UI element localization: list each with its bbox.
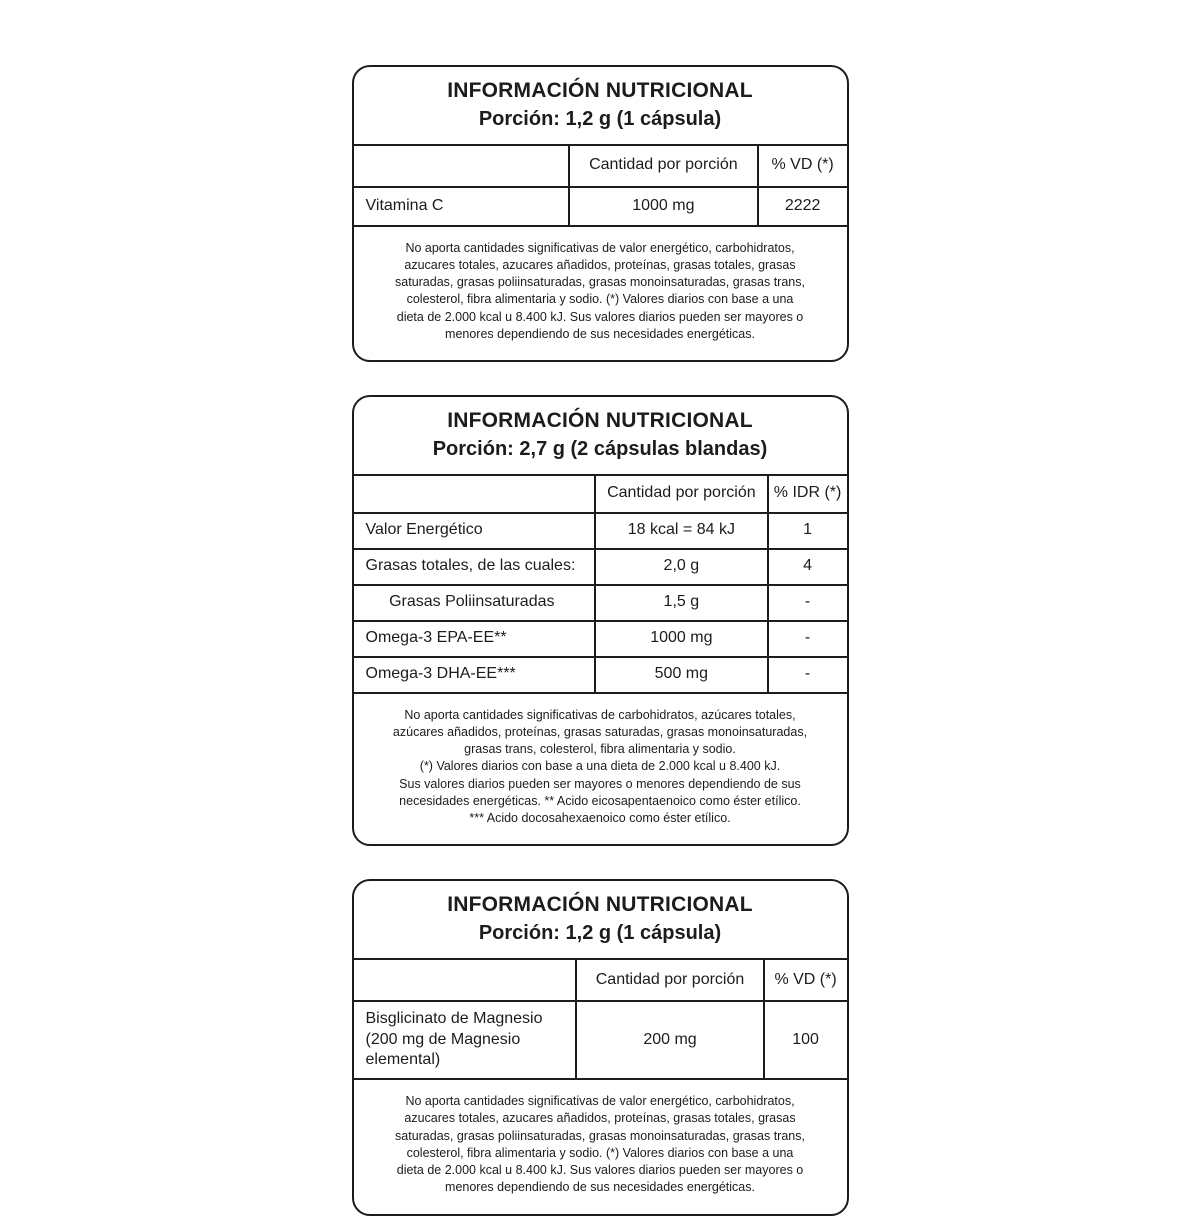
nutrient-amount: 1000 mg — [568, 188, 757, 225]
panel-header — [354, 881, 847, 960]
nutrient-name: Omega-3 EPA-EE** — [365, 629, 507, 647]
footnote — [354, 227, 847, 361]
footnote-line: azúcares añadidos, proteínas, grasas saturadas, grasas monoinsaturadas, — [392, 724, 808, 739]
footnote-line: necesidades energéticas. ** Acido eicosapentaenoico como éster etílico. — [399, 793, 801, 808]
nutrient-amount: 200 mg — [575, 1002, 762, 1078]
footnote-line: No aporta cantidades significativas de valor energético, carbohidratos, — [405, 240, 795, 255]
empty-header-cell — [354, 960, 576, 1000]
panel-header — [354, 397, 847, 476]
nutrient-amount: 500 mg — [594, 658, 767, 692]
nutrient-amount: 18 kcal = 84 kJ — [594, 514, 767, 548]
nutrient-name: Grasas totales, de las cuales: — [365, 557, 576, 575]
table-header-row — [354, 960, 847, 1002]
table-header-row — [354, 476, 847, 514]
footnote-line: dieta de 2.000 kcal u 8.400 kJ. Sus valores diarios pueden ser mayores o — [396, 1163, 804, 1178]
nutrition-panel-omega3 — [352, 395, 849, 846]
footnote-line: saturadas, grasas poliinsaturadas, grasas monoinsaturadas, grasas trans, — [395, 1128, 805, 1143]
amount-column-header: Cantidad por porción — [575, 960, 762, 1000]
nutrient-row — [354, 658, 847, 694]
nutrient-name: Vitamina C — [365, 196, 444, 214]
nutrient-row — [354, 586, 847, 622]
nutrient-row — [354, 550, 847, 586]
nutrient-dv: - — [767, 586, 847, 620]
daily-value-column-header: % VD (*) — [757, 146, 847, 186]
footnote-line: Sus valores diarios pueden ser mayores o menores dependiendo de sus — [399, 776, 801, 791]
daily-value-column-header: % IDR (*) — [767, 476, 847, 512]
footnote-line: *** Acido docosahexaenoico como éster etílico. — [469, 811, 731, 826]
daily-value-column-header: % VD (*) — [763, 960, 847, 1000]
footnote-line: azucares totales, azucares añadidos, proteínas, grasas totales, grasas — [404, 1111, 796, 1126]
nutrient-dv: 100 — [763, 1002, 847, 1078]
footnote-line: grasas trans, colesterol, fibra alimentaria y sodio. — [464, 742, 736, 757]
nutrition-panel-magnesium — [352, 879, 849, 1215]
panel-title: INFORMACIÓN NUTRICIONAL — [447, 893, 753, 917]
nutrient-name: Valor Energético — [365, 521, 483, 539]
nutrient-name: Grasas Poliinsaturadas — [389, 593, 555, 611]
nutrient-dv: - — [767, 658, 847, 692]
nutrient-dv: 2222 — [757, 188, 847, 225]
footnote-line: menores dependiendo de sus necesidades energéticas. — [445, 326, 755, 341]
amount-column-header: Cantidad por porción — [594, 476, 767, 512]
panel-header — [354, 67, 847, 146]
empty-header-cell — [354, 146, 568, 186]
portion-size: Porción: 1,2 g (1 cápsula) — [478, 922, 722, 945]
footnote — [354, 1080, 847, 1214]
portion-size: Porción: 2,7 g (2 cápsulas blandas) — [432, 437, 768, 460]
nutrient-amount: 1,5 g — [594, 586, 767, 620]
nutrient-name: Bisglicinato de Magnesio (200 mg de Magnesio elemental) — [365, 1009, 543, 1069]
nutrient-row — [354, 188, 847, 227]
panel-title: INFORMACIÓN NUTRICIONAL — [447, 409, 753, 433]
nutrient-dv: 1 — [767, 514, 847, 548]
footnote — [354, 694, 847, 845]
footnote-line: saturadas, grasas poliinsaturadas, grasas monoinsaturadas, grasas trans, — [395, 275, 805, 290]
table-header-row — [354, 146, 847, 188]
nutrient-amount: 1000 mg — [594, 622, 767, 656]
footnote-line: colesterol, fibra alimentaria y sodio. (*) Valores diarios con base a una — [406, 1145, 794, 1160]
nutrient-row — [354, 514, 847, 550]
nutrient-dv: - — [767, 622, 847, 656]
empty-header-cell — [354, 476, 595, 512]
footnote-line: azucares totales, azucares añadidos, proteínas, grasas totales, grasas — [404, 257, 796, 272]
nutrition-panel-vitamin-c — [352, 65, 849, 362]
footnote-line: (*) Valores diarios con base a una dieta de 2.000 kcal u 8.400 kJ. — [419, 759, 781, 774]
nutrient-amount: 2,0 g — [594, 550, 767, 584]
amount-column-header: Cantidad por porción — [568, 146, 757, 186]
footnote-line: colesterol, fibra alimentaria y sodio. (*) Valores diarios con base a una — [406, 292, 794, 307]
portion-size: Porción: 1,2 g (1 cápsula) — [478, 107, 722, 130]
footnote-line: No aporta cantidades significativas de carbohidratos, azúcares totales, — [404, 707, 796, 722]
nutrient-row — [354, 1002, 847, 1080]
nutrient-row — [354, 622, 847, 658]
nutrient-dv: 4 — [767, 550, 847, 584]
footnote-line: menores dependiendo de sus necesidades energéticas. — [445, 1180, 755, 1195]
panel-title: INFORMACIÓN NUTRICIONAL — [447, 79, 753, 102]
footnote-line: No aporta cantidades significativas de valor energético, carbohidratos, — [405, 1094, 795, 1109]
nutrient-name: Omega-3 DHA-EE*** — [365, 665, 516, 683]
footnote-line: dieta de 2.000 kcal u 8.400 kJ. Sus valores diarios pueden ser mayores o — [396, 309, 804, 324]
